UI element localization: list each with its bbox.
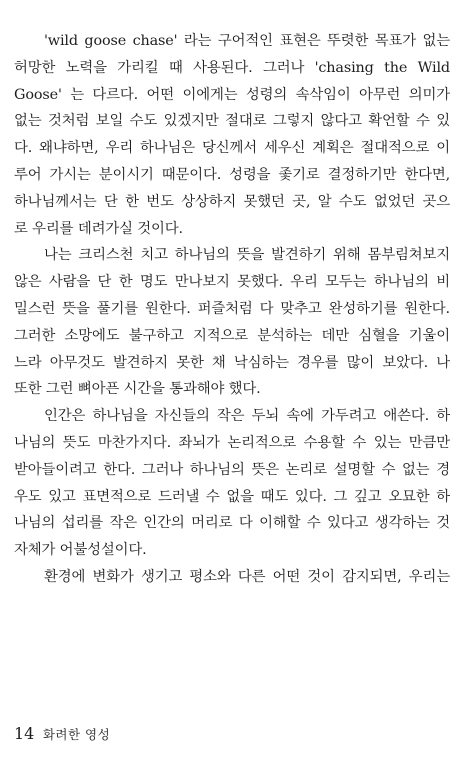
text-line: 밀스런 뜻을 풀기를 원한다. 퍼즐처럼 다 맞추고 완성하기를 원한다. xyxy=(14,300,450,317)
text-line: 인간은 하나님을 자신들의 작은 두뇌 속에 가두려고 애쓴다. 하 xyxy=(44,408,450,425)
text-line: 다. 왜냐하면, 우리 하나님은 당신께서 세우신 계획은 절대적으로 이 xyxy=(14,140,450,157)
paragraph xyxy=(14,242,450,403)
text-line: 허망한 노력을 가리킬 때 사용된다. 그러나 'chasing the Wild xyxy=(14,59,450,76)
text-line: 없는 것처럼 보일 수도 있겠지만 절대로 그렇지 않다고 확언할 수 있 xyxy=(14,113,450,130)
book-title: 화려한 영성 xyxy=(42,727,111,742)
text-line: 나님의 뜻도 마찬가지다. 좌뇌가 논리적으로 수용할 수 있는 만큼만 xyxy=(14,434,450,451)
text-line: 하나님께서는 단 한 번도 상상하지 못했던 곳, 알 수도 없었던 곳으 xyxy=(14,193,450,210)
paragraph xyxy=(14,403,450,564)
text-line: 우도 있고 표면적으로 드러낼 수 없을 때도 있다. 그 깊고 오묘한 하 xyxy=(14,488,450,505)
text-line: 않은 사람을 단 한 명도 만나보지 못했다. 우리 모두는 하나님의 비 xyxy=(14,274,450,291)
page-footer xyxy=(14,724,110,745)
paragraph xyxy=(14,564,450,591)
text-line: 또한 그런 뼈아픈 시간을 통과해야 했다. xyxy=(14,381,261,398)
body-text xyxy=(14,28,450,591)
text-line: 느라 아무것도 발견하지 못한 채 낙심하는 경우를 많이 보았다. 나 xyxy=(14,354,450,371)
text-line: 그러한 소망에도 불구하고 지적으로 분석하는 데만 심혈을 기울이 xyxy=(14,327,450,344)
text-line: 자체가 어불성설이다. xyxy=(14,542,147,559)
text-line: 로 우리를 데려가실 것이다. xyxy=(14,220,183,237)
text-line: 나는 크리스천 치고 하나님의 뜻을 발견하기 위해 몸부림쳐보지 xyxy=(44,247,450,264)
paragraph xyxy=(14,28,450,242)
text-line: 'wild goose chase' 라는 구어적인 표현은 뚜렷한 목표가 없는 xyxy=(44,33,450,49)
text-line: 받아들이려고 한다. 그러나 하나님의 뜻은 논리로 설명할 수 없는 경 xyxy=(14,461,450,478)
text-line: 나님의 섭리를 작은 인간의 머리로 다 이해할 수 있다고 생각하는 것 xyxy=(14,515,450,532)
page-number: 14 xyxy=(14,724,35,743)
text-line: 환경에 변화가 생기고 평소와 다른 어떤 것이 감지되면, 우리는 xyxy=(44,568,450,585)
text-line: 루어 가시는 분이시기 때문이다. 성령을 좇기로 결정하기만 한다면, xyxy=(14,166,450,183)
text-line: Goose' 는 다르다. 어떤 이에게는 성령의 속삭임이 아무런 의미가 xyxy=(14,86,450,103)
